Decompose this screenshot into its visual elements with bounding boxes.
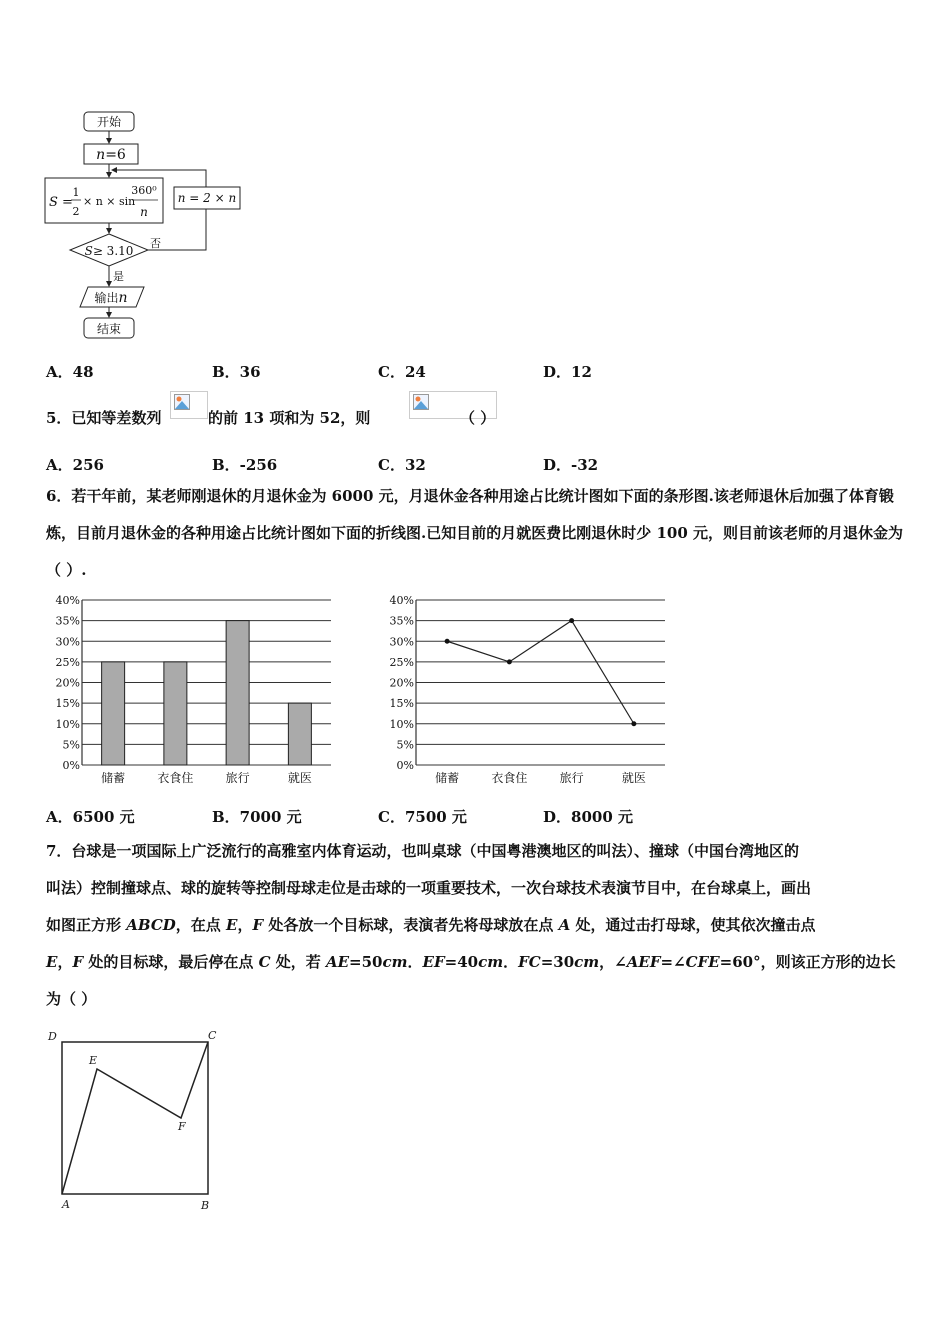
q5-option-d[interactable]: D．-32 — [543, 456, 599, 474]
x-tick-label: 衣食住 — [157, 771, 194, 785]
q5-text-part3: （ ） — [460, 409, 496, 427]
label-f: F — [178, 1120, 186, 1133]
y-tick-label: 0% — [396, 759, 414, 772]
x-tick-label: 储蓄 — [101, 771, 126, 785]
q6-option-c[interactable]: C．7500 元 — [378, 808, 467, 826]
ball-path — [62, 1042, 208, 1194]
svg-text:输出n — [94, 290, 127, 306]
q5-text-part2: 的前 13 项和为 52，则 — [208, 409, 371, 427]
y-tick-label: 40% — [389, 594, 414, 607]
flow-formula-angle: 360⁰ — [131, 184, 157, 197]
q4-option-a[interactable]: A．48 — [46, 363, 94, 381]
flow-init-var: n — [96, 147, 106, 163]
q6-option-d[interactable]: D．8000 元 — [543, 808, 633, 826]
svg-text:S≥ 3.10 — [85, 244, 134, 258]
y-tick-label: 10% — [55, 717, 80, 731]
flow-formula-s: S = — [49, 195, 73, 210]
flow-cond-rest: ≥ 3.10 — [92, 244, 134, 258]
bar-chart — [40, 590, 340, 790]
square-figure — [40, 1022, 230, 1222]
label-e: E — [89, 1054, 98, 1067]
flow-formula-one: 1 — [72, 186, 80, 199]
q5-text-part1: 5．已知等差数列 — [46, 409, 162, 427]
flow-branch-no: 否 — [150, 237, 161, 250]
q5-option-b[interactable]: B．-256 — [212, 456, 278, 474]
y-tick-label: 35% — [389, 614, 414, 628]
q6-option-a[interactable]: A．6500 元 — [46, 808, 135, 826]
q4-option-c[interactable]: C．24 — [378, 363, 426, 381]
y-tick-label: 40% — [55, 594, 80, 607]
point-衣食住 — [507, 659, 512, 664]
y-tick-label: 30% — [55, 635, 80, 649]
y-tick-label: 35% — [55, 614, 80, 628]
point-旅行 — [569, 618, 574, 623]
x-tick-label: 就医 — [621, 771, 646, 785]
flow-end-label: 结束 — [96, 322, 122, 336]
q4-option-b[interactable]: B．36 — [212, 363, 261, 381]
point-就医 — [631, 721, 636, 726]
y-tick-label: 25% — [389, 655, 414, 669]
bar-就医 — [288, 703, 311, 765]
point-储蓄 — [445, 639, 450, 644]
series-line — [447, 621, 634, 724]
y-tick-label: 5% — [62, 738, 80, 752]
x-tick-label: 衣食住 — [491, 771, 528, 785]
label-d: D — [48, 1030, 57, 1043]
q5-image-placeholder-1 — [170, 391, 208, 419]
label-b: B — [201, 1199, 210, 1212]
q5-option-a[interactable]: A．256 — [46, 456, 104, 474]
flow-init-value: =6 — [105, 147, 126, 163]
flow-formula-den: n — [140, 205, 148, 219]
y-tick-label: 10% — [389, 717, 414, 731]
q6-question-text: 6．若干年前，某老师刚退休的月退休金为 6000 元，月退休金各种用途占比统计图如下面的条形图.该老师退休后加强了体育锻炼，目前月退休金的各种用途占比统计图如下面的折线图.已知目前的月就医费比刚退休时少 100 元，则目前该老师的月退休金为（ ）. — [46, 487, 903, 579]
y-tick-label: 0% — [62, 759, 80, 772]
label-c: C — [208, 1029, 217, 1042]
y-tick-label: 30% — [389, 635, 414, 649]
flow-formula-mid: × n × sin — [83, 195, 136, 208]
label-a: A — [62, 1198, 70, 1211]
broken-image-icon — [174, 394, 190, 410]
q7-line-1: 7．台球是一项国际上广泛流行的高雅室内体育运动，也叫桌球（中国粤港澳地区的叫法）、撞球（中国台湾地区的 — [46, 842, 799, 860]
q7-line-3: 如图正方形 ABCD，在点 E，F 处各放一个目标球，表演者先将母球放在点 A 处，通过击打母球，使其依次撞击点 — [46, 916, 816, 934]
flow-update-label: n = 2 × n — [177, 191, 237, 205]
x-tick-label: 旅行 — [559, 771, 584, 785]
y-tick-label: 15% — [55, 697, 80, 711]
q5-option-c[interactable]: C．32 — [378, 456, 426, 474]
flow-output-label: 输出 — [94, 291, 119, 305]
svg-text:n=6 — [96, 147, 126, 163]
x-tick-label: 旅行 — [225, 771, 250, 785]
y-tick-label: 15% — [389, 697, 414, 711]
flow-branch-yes: 是 — [113, 270, 124, 283]
y-tick-label: 5% — [396, 738, 414, 752]
flow-formula-two: 2 — [72, 205, 80, 218]
y-tick-label: 25% — [55, 655, 80, 669]
flow-cond-var: S — [84, 244, 93, 258]
bar-储蓄 — [102, 662, 125, 765]
q6-option-b[interactable]: B．7000 元 — [212, 808, 302, 826]
q4-option-d[interactable]: D．12 — [543, 363, 592, 381]
q7-line-5: 为（ ） — [46, 990, 97, 1008]
x-tick-label: 储蓄 — [435, 771, 460, 785]
flowchart — [40, 105, 260, 345]
y-tick-label: 20% — [389, 676, 414, 690]
bar-旅行 — [226, 621, 249, 765]
x-tick-label: 就医 — [287, 771, 312, 785]
q7-line-4: E，F 处的目标球，最后停在点 C 处，若 AE=50cm．EF=40cm．FC=30cm，∠AEF=∠CFE=60°，则该正方形的边长 — [46, 953, 896, 971]
flow-start-label: 开始 — [96, 115, 122, 129]
broken-image-icon — [413, 394, 429, 410]
line-chart — [374, 590, 674, 790]
y-tick-label: 20% — [55, 676, 80, 690]
q7-line-2: 叫法）控制撞球点、球的旋转等控制母球走位是击球的一项重要技术，一次台球技术表演节目中，在台球桌上，画出 — [46, 879, 812, 897]
bar-衣食住 — [164, 662, 187, 765]
flow-output-var: n — [118, 290, 128, 306]
